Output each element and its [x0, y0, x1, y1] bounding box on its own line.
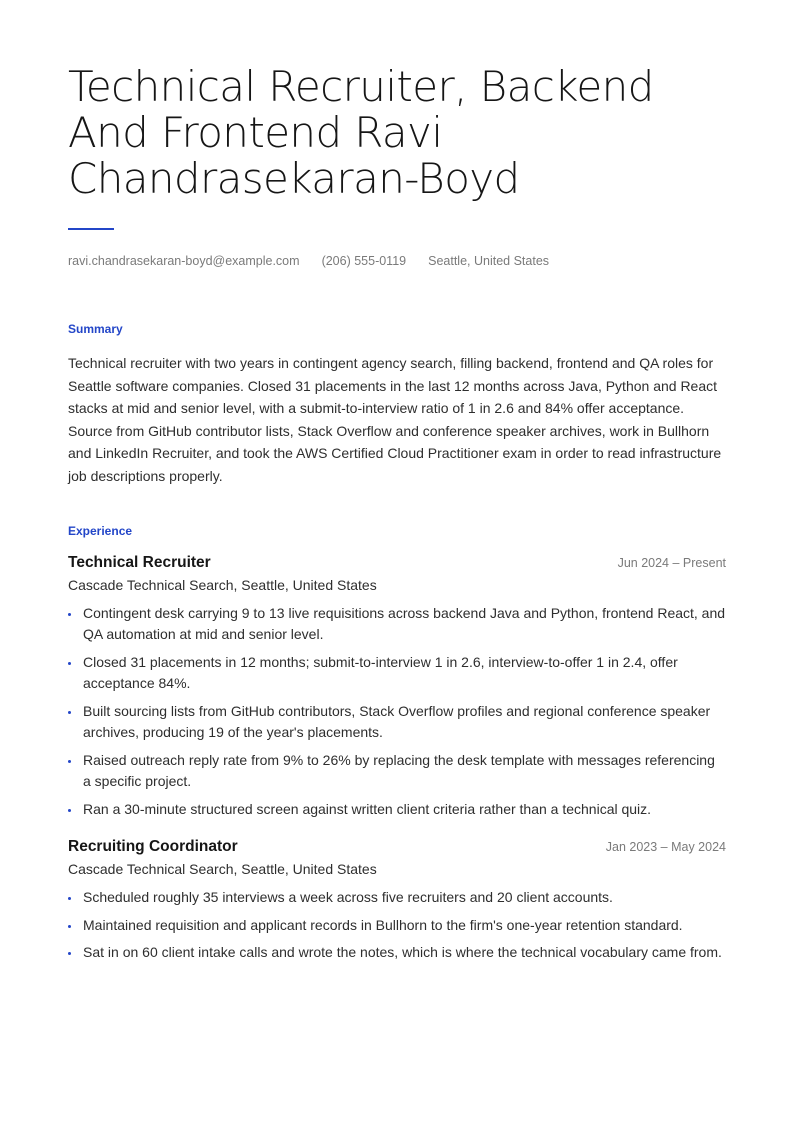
job-header — [68, 838, 726, 856]
candidate-name-heading: Technical Recruiter, Backend And Frontend Ravi Chandrasekaran-Boyd — [68, 62, 654, 203]
job-bullet-list — [68, 887, 726, 964]
contact-phone[interactable]: (206) 555-0119 — [321, 254, 407, 268]
bullet-dot-icon — [68, 760, 71, 763]
job-bullet-text: Contingent desk carrying 9 to 13 live requisitions across backend Java and Python, frontend React, and QA automation at mid and senior level. — [83, 604, 726, 643]
job-header — [68, 554, 726, 572]
bullet-dot-icon — [68, 613, 71, 616]
bullet-dot-icon — [68, 897, 71, 900]
contact-info — [68, 254, 726, 268]
job-bullet-text: Raised outreach reply rate from 9% to 26% by replacing the desk template with messages referencing a specific project. — [83, 751, 715, 790]
job-bullet — [68, 887, 726, 909]
bullet-dot-icon — [68, 925, 71, 928]
job-company: Cascade Technical Search, Seattle, United States — [68, 576, 377, 593]
job-dates: Jan 2023 – May 2024 — [605, 840, 726, 855]
job-bullet-text: Built sourcing lists from GitHub contributors, Stack Overflow profiles and regional conference speaker archives, producing 19 of the year's placements. — [83, 702, 711, 741]
job-bullet — [68, 915, 726, 937]
job-bullet-text: Sat in on 60 client intake calls and wrote the notes, which is where the technical vocabulary came from. — [83, 944, 722, 961]
job-bullet-list — [68, 603, 726, 821]
summary-section-title: Summary — [68, 322, 123, 336]
job-bullet — [68, 603, 726, 646]
bullet-dot-icon — [68, 809, 71, 812]
bullet-dot-icon — [68, 662, 71, 665]
contact-location: Seattle, United States — [428, 254, 550, 268]
job-company: Cascade Technical Search, Seattle, United States — [68, 861, 377, 878]
summary-text: Technical recruiter with two years in contingent agency search, filling backend, frontend and QA roles for Seattle software companies. Closed 31 placements in the last 12 months across Java, Python and React stacks at mid and senior level, with a submit-to-interview ratio of 1 in 2.6 and 84% offer acceptance. Source from GitHub contributor lists, Stack Overflow and conference speaker archives, work in Bullhorn and LinkedIn Recruiter, and took the AWS Certified Cloud Practitioner exam in order to read infrastructure job descriptions properly. — [68, 355, 722, 484]
accent-divider — [68, 228, 114, 230]
job-title: Technical Recruiter — [68, 553, 211, 571]
job-bullet — [68, 750, 726, 793]
job-dates: Jun 2024 – Present — [617, 555, 726, 570]
job-bullet — [68, 942, 726, 964]
contact-email[interactable]: ravi.chandrasekaran-boyd@example.com — [68, 254, 300, 268]
job-entry — [68, 838, 726, 964]
bullet-dot-icon — [68, 711, 71, 714]
job-bullet — [68, 701, 726, 744]
bullet-dot-icon — [68, 952, 71, 955]
job-bullet — [68, 652, 726, 695]
job-bullet — [68, 799, 726, 821]
job-bullet-text: Ran a 30-minute structured screen against written client criteria rather than a technical quiz. — [83, 800, 652, 817]
job-bullet-text: Closed 31 placements in 12 months; submit-to-interview 1 in 2.6, interview-to-offer 1 in 2.4, offer acceptance 84%. — [83, 653, 678, 692]
job-title: Recruiting Coordinator — [68, 838, 238, 856]
job-bullet-text: Scheduled roughly 35 interviews a week across five recruiters and 20 client accounts. — [83, 889, 613, 906]
job-bullet-text: Maintained requisition and applicant records in Bullhorn to the firm's one-year retention standard. — [83, 916, 683, 933]
job-entry — [68, 554, 726, 821]
experience-section-title: Experience — [68, 523, 133, 538]
